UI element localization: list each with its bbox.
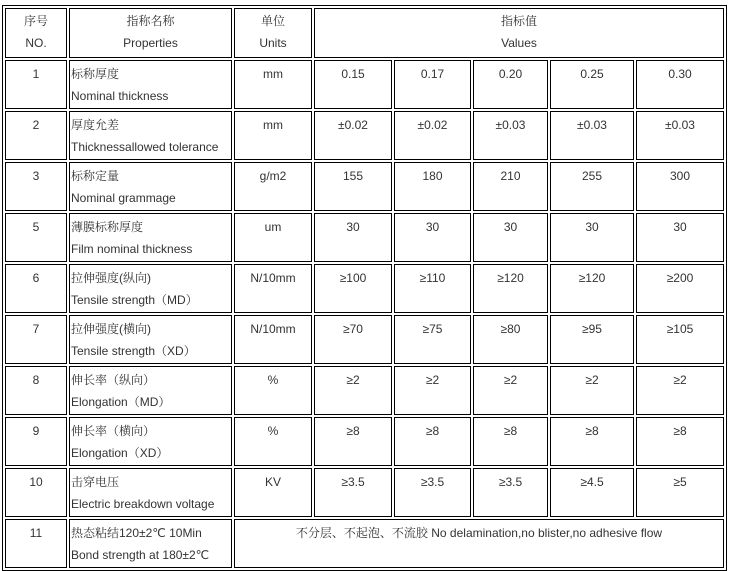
property-name-zh: 厚度允差 <box>71 118 120 132</box>
specification-table <box>2 5 727 571</box>
value-cell <box>550 264 634 313</box>
row-number-text: 1 <box>32 67 40 81</box>
property-name-en: Thicknessallowed tolerance <box>71 140 219 154</box>
value-text: ≥70 <box>343 322 363 336</box>
value-cell <box>636 60 724 109</box>
value-text: ±0.03 <box>495 118 526 132</box>
value-cell <box>636 315 724 364</box>
property-name-en: Elongation（XD） <box>71 446 169 460</box>
value-cell <box>636 366 724 415</box>
unit-text: N/10mm <box>250 271 296 285</box>
value-text: ≥95 <box>582 322 602 336</box>
header-no <box>5 8 67 58</box>
row-number <box>5 162 67 211</box>
value-cell <box>473 111 548 160</box>
unit-text: % <box>267 373 279 387</box>
property-name-en: Bond strength at 180±2℃ <box>71 548 210 562</box>
unit <box>234 417 312 466</box>
property-name <box>69 264 232 313</box>
property-name-en: Elongation（MD） <box>71 395 171 409</box>
value-cell <box>550 60 634 109</box>
unit-text: % <box>267 424 279 438</box>
value-text: 155 <box>342 169 364 183</box>
value-cell <box>394 366 471 415</box>
header-property <box>69 8 232 58</box>
unit-text: g/m2 <box>259 169 287 183</box>
property-name <box>69 162 232 211</box>
value-text: ≥105 <box>666 322 694 336</box>
value-text: ≥3.5 <box>420 475 445 489</box>
value-cell <box>394 162 471 211</box>
table-row <box>5 162 724 211</box>
value-cell <box>473 264 548 313</box>
property-name-en: Nominal thickness <box>71 89 169 103</box>
value-cell <box>473 315 548 364</box>
table-row <box>5 111 724 160</box>
property-name <box>69 315 232 364</box>
value-cell <box>473 162 548 211</box>
unit <box>234 264 312 313</box>
unit <box>234 315 312 364</box>
property-name <box>69 519 232 568</box>
value-cell <box>636 162 724 211</box>
value-text: ≥80 <box>500 322 521 336</box>
value-text: ≥8 <box>503 424 518 438</box>
table-row <box>5 264 724 313</box>
property-name-zh: 拉伸强度(纵向) <box>71 271 151 285</box>
property-name-zh: 击穿电压 <box>71 475 120 489</box>
row-number <box>5 264 67 313</box>
row-number <box>5 417 67 466</box>
row-number-text: 3 <box>32 169 40 183</box>
value-cell <box>473 213 548 262</box>
header-unit-en: Units <box>259 36 287 50</box>
value-text: ≥8 <box>673 424 687 438</box>
unit <box>234 468 312 517</box>
header-values-en: Values <box>501 36 537 50</box>
table-row <box>5 366 724 415</box>
value-text: ≥3.5 <box>341 475 365 489</box>
unit-text: N/10mm <box>250 322 296 336</box>
merged-value-cell <box>234 519 724 568</box>
unit <box>234 60 312 109</box>
value-cell <box>394 111 471 160</box>
row-number <box>5 60 67 109</box>
header-unit <box>234 8 312 58</box>
value-cell <box>550 315 634 364</box>
value-text: 300 <box>669 169 691 183</box>
value-text: ≥2 <box>503 373 518 387</box>
table-row <box>5 213 724 262</box>
value-text: ≥120 <box>497 271 524 285</box>
value-text: 30 <box>425 220 440 234</box>
value-text: 30 <box>673 220 687 234</box>
row-number-text: 8 <box>32 373 40 387</box>
value-text: 0.15 <box>341 67 365 81</box>
value-text: 210 <box>500 169 521 183</box>
unit-text: KV <box>264 475 281 489</box>
value-cell <box>314 315 392 364</box>
value-cell <box>550 468 634 517</box>
unit <box>234 366 312 415</box>
value-text: 0.17 <box>420 67 445 81</box>
row-number-text: 10 <box>29 475 43 489</box>
header-row <box>5 8 724 58</box>
value-text: 0.20 <box>498 67 523 81</box>
value-cell <box>473 417 548 466</box>
table-row <box>5 315 724 364</box>
property-name <box>69 60 232 109</box>
header-property-zh: 指称名称 <box>126 14 175 28</box>
value-cell <box>636 468 724 517</box>
value-cell <box>314 162 392 211</box>
unit <box>234 213 312 262</box>
table-row <box>5 468 724 517</box>
value-text: ±0.02 <box>417 118 448 132</box>
row-number <box>5 468 67 517</box>
value-text: ≥4.5 <box>580 475 604 489</box>
unit <box>234 111 312 160</box>
header-property-en: Properties <box>123 36 178 50</box>
value-text: ≥2 <box>425 373 440 387</box>
unit-text: um <box>264 220 282 234</box>
value-cell <box>473 468 548 517</box>
property-name <box>69 417 232 466</box>
unit-text: mm <box>263 118 283 132</box>
value-text: ≥8 <box>585 424 599 438</box>
value-cell <box>314 417 392 466</box>
row-number-text: 6 <box>32 271 40 285</box>
row-number <box>5 519 67 568</box>
value-text: ≥2 <box>585 373 599 387</box>
value-cell <box>636 264 724 313</box>
value-cell <box>394 417 471 466</box>
property-name-en: Film nominal thickness <box>71 242 193 256</box>
value-text: ≥75 <box>422 322 443 336</box>
property-name <box>69 111 232 160</box>
value-text: ≥110 <box>419 271 446 285</box>
row-number-text: 11 <box>29 526 43 540</box>
row-number <box>5 213 67 262</box>
row-number-text: 7 <box>32 322 40 336</box>
value-cell <box>550 111 634 160</box>
value-text: ≥3.5 <box>498 475 523 489</box>
row-number-text: 5 <box>32 220 40 234</box>
table-row <box>5 417 724 466</box>
property-name-zh: 热态粘结120±2℃ 10Min <box>71 526 202 540</box>
value-text: ≥2 <box>346 373 360 387</box>
value-cell <box>314 264 392 313</box>
row-number-text: 9 <box>32 424 40 438</box>
property-name-en: Tensile strength（XD） <box>71 344 196 358</box>
row-number <box>5 315 67 364</box>
value-text: 30 <box>503 220 518 234</box>
property-name-zh: 标称定量 <box>71 169 120 183</box>
value-cell <box>394 315 471 364</box>
value-text: 30 <box>346 220 360 234</box>
unit-text: mm <box>263 67 283 81</box>
row-number <box>5 366 67 415</box>
table-row <box>5 519 724 568</box>
value-cell <box>550 366 634 415</box>
property-name-zh: 标称厚度 <box>71 67 120 81</box>
row-number <box>5 111 67 160</box>
property-name-en: Nominal grammage <box>71 191 176 205</box>
property-name <box>69 213 232 262</box>
value-text: ≥8 <box>425 424 440 438</box>
row-number-text: 2 <box>32 118 40 132</box>
value-text: 0.25 <box>580 67 604 81</box>
value-cell <box>636 417 724 466</box>
unit <box>234 162 312 211</box>
value-text: ≥100 <box>339 271 367 285</box>
property-name-zh: 薄膜标称厚度 <box>71 220 144 234</box>
value-cell <box>550 417 634 466</box>
value-text: ≥5 <box>673 475 687 489</box>
value-text: ≥120 <box>578 271 606 285</box>
value-cell <box>394 60 471 109</box>
value-cell <box>636 213 724 262</box>
value-text: 180 <box>422 169 443 183</box>
value-text: 30 <box>585 220 599 234</box>
property-name-zh: 拉伸强度(横向) <box>71 322 151 336</box>
header-no-en: NO. <box>25 36 47 50</box>
value-cell <box>473 366 548 415</box>
value-cell <box>314 213 392 262</box>
value-text: ±0.03 <box>665 118 695 132</box>
value-cell <box>473 60 548 109</box>
value-cell <box>550 162 634 211</box>
value-cell <box>314 468 392 517</box>
value-text: 255 <box>581 169 603 183</box>
property-name-zh: 伸长率（横向） <box>71 424 156 438</box>
value-text: ±0.03 <box>577 118 607 132</box>
value-cell <box>314 366 392 415</box>
value-cell <box>394 264 471 313</box>
value-cell <box>394 213 471 262</box>
property-name-zh: 伸长率（纵向） <box>71 373 156 387</box>
table-row <box>5 60 724 109</box>
value-cell <box>550 213 634 262</box>
value-cell <box>394 468 471 517</box>
value-text: ±0.02 <box>338 118 368 132</box>
value-text: ≥8 <box>346 424 360 438</box>
value-text: ≥2 <box>673 373 687 387</box>
value-text: ≥200 <box>666 271 694 285</box>
value-cell <box>314 111 392 160</box>
header-values <box>314 8 724 58</box>
property-name <box>69 366 232 415</box>
value-text: 0.30 <box>668 67 692 81</box>
header-values-zh: 指标值 <box>500 14 537 28</box>
header-no-zh: 序号 <box>23 14 48 28</box>
header-unit-zh: 单位 <box>260 14 285 28</box>
property-name-en: Electric breakdown voltage <box>71 497 215 511</box>
property-name <box>69 468 232 517</box>
value-text: 不分层、不起泡、不流胶 No delamination,no blister,no adhesive flow <box>295 526 663 540</box>
value-cell <box>314 60 392 109</box>
value-cell <box>636 111 724 160</box>
property-name-en: Tensile strength（MD） <box>71 293 198 307</box>
